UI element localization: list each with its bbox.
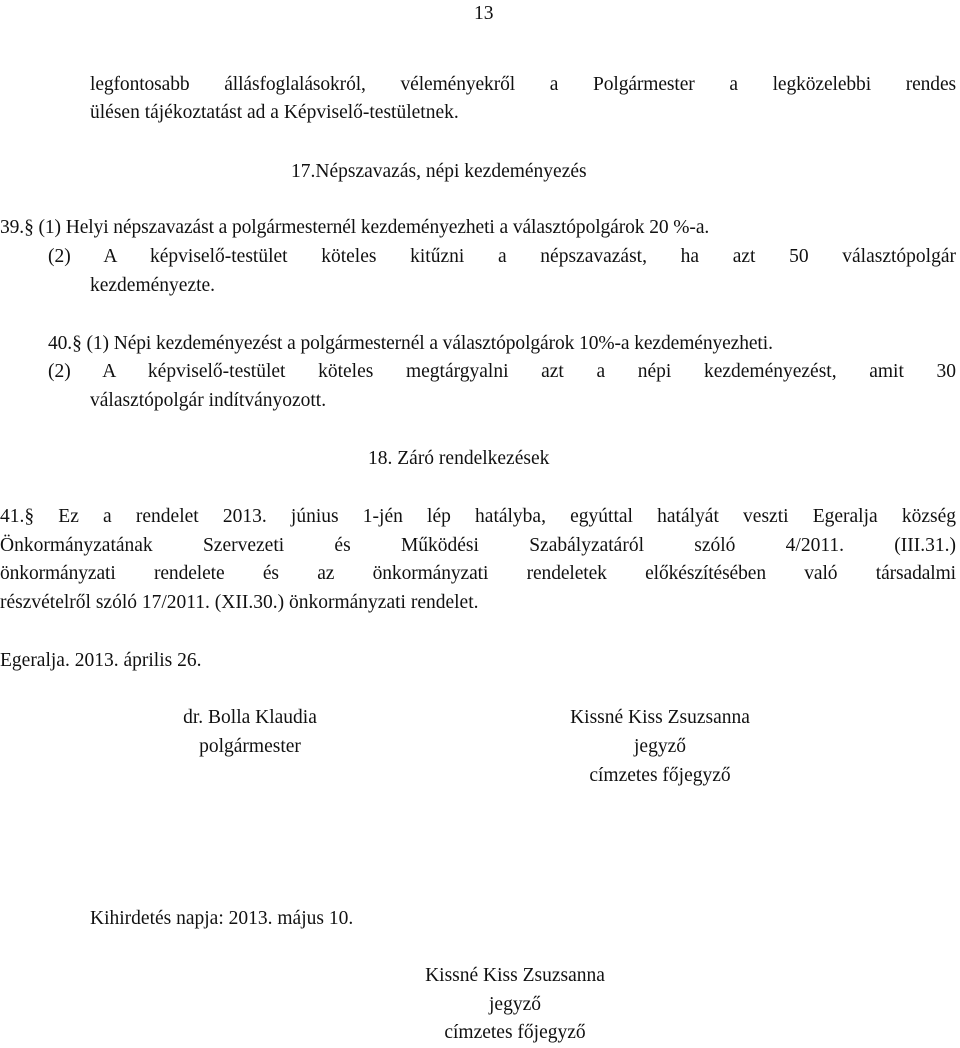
signature-right-title2: címzetes főjegyző (589, 765, 731, 786)
signature-left-name: dr. Bolla Klaudia (183, 707, 317, 728)
para-39-line-3: kezdeményezte. (90, 275, 216, 296)
intro-line-2: ülésen tájékoztatást ad a Képviselő-testületnek. (90, 102, 459, 123)
signature-right-name: Kissné Kiss Zsuzsanna (570, 707, 750, 728)
para-41-line-4: részvételről szóló 17/2011. (XII.30.) önkormányzati rendelet. (0, 592, 479, 613)
intro-line-1: legfontosabb állásfoglalásokról, véleményekről a Polgármester a legközelebbi rendes (90, 74, 956, 95)
para-41-line-3: önkormányzati rendelete és az önkormányzati rendeletek előkészítésében való társadalmi (0, 563, 956, 584)
announcement-name: Kissné Kiss Zsuzsanna (425, 965, 605, 986)
para-41-line-1: 41.§ Ez a rendelet 2013. június 1-jén lép hatályba, egyúttal hatályát veszti Egeralja község (0, 506, 956, 527)
para-41-line-2: Önkormányzatának Szervezeti és Működési Szabályzatáról szóló 4/2011. (III.31.) (0, 535, 956, 556)
para-40-line-1: 40.§ (1) Népi kezdeményezést a polgármesternél a választópolgárok 10%-a kezdeményezheti. (48, 333, 773, 354)
section-17-heading: 17.Népszavazás, népi kezdeményezés (291, 161, 587, 182)
signature-right-title: jegyző (634, 736, 686, 757)
announcement-text: Kihirdetés napja: 2013. május 10. (90, 908, 354, 929)
section-18-heading: 18. Záró rendelkezések (368, 448, 550, 469)
signature-left-title: polgármester (199, 736, 301, 757)
para-39-line-1: 39.§ (1) Helyi népszavazást a polgármesternél kezdeményezheti a választópolgárok 20 %-a. (0, 217, 710, 238)
announcement-title2: címzetes főjegyző (444, 1022, 586, 1043)
page-number: 13 (474, 3, 494, 24)
para-40-line-3: választópolgár indítványozott. (90, 390, 327, 411)
para-39-line-2: (2) A képviselő-testület köteles kitűzni a népszavazást, ha azt 50 választópolgár (48, 246, 956, 267)
para-40-line-2: (2) A képviselő-testület köteles megtárgyalni azt a népi kezdeményezést, amit 30 (48, 361, 956, 382)
announcement-title: jegyző (489, 994, 541, 1015)
place-date: Egeralja. 2013. április 26. (0, 650, 202, 671)
